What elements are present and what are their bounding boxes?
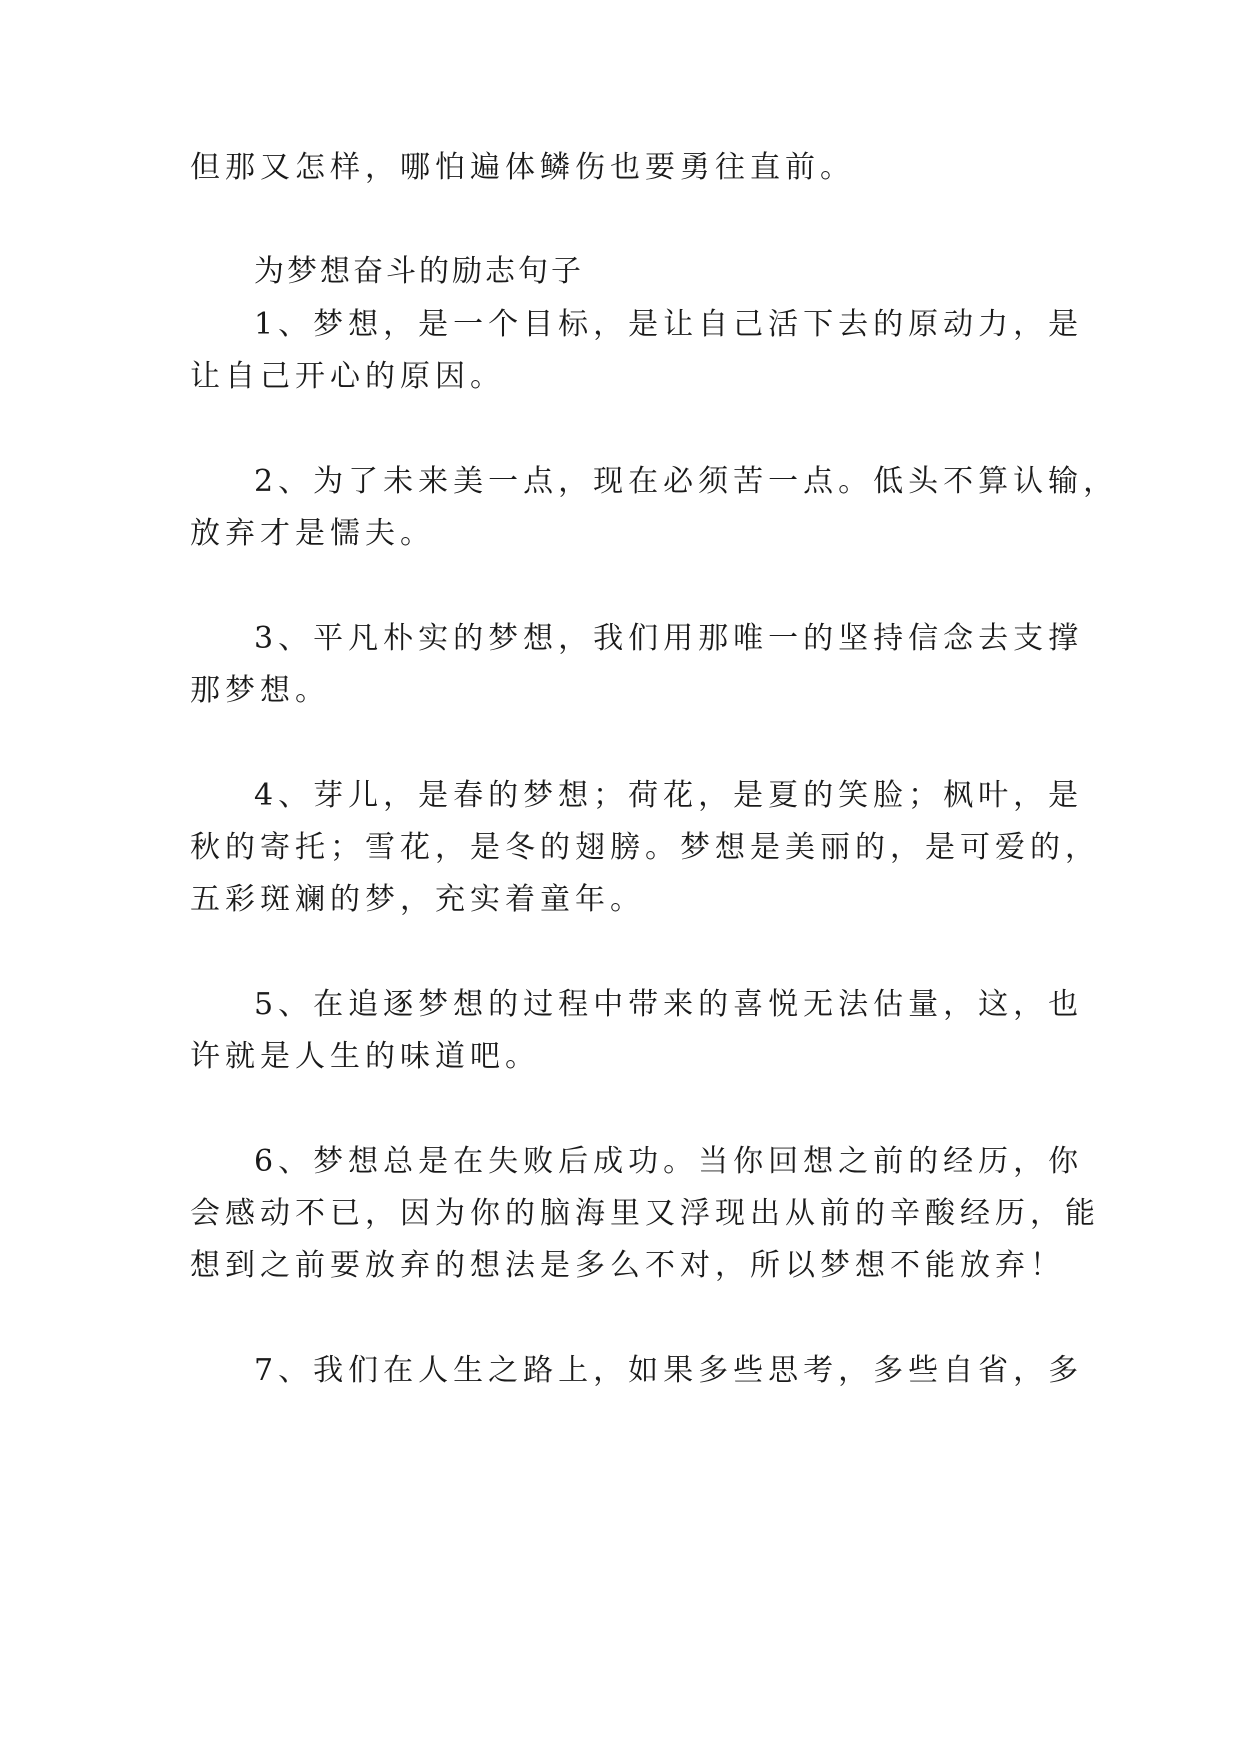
paragraph-line: 放弃才是懦夫。 (190, 516, 435, 551)
paragraph-line: 想到之前要放弃的想法是多么不对，所以梦想不能放弃！ (190, 1248, 1065, 1283)
paragraph-line: 1、梦想，是一个目标，是让自己活下去的原动力，是 (254, 307, 1084, 342)
paragraph-line: 6、梦想总是在失败后成功。当你回想之前的经历，你 (254, 1144, 1084, 1179)
paragraph-line: 4、芽儿，是春的梦想；荷花，是夏的笑脸；枫叶，是 (254, 778, 1084, 813)
paragraph-line: 五彩斑斓的梦，充实着童年。 (190, 882, 645, 917)
section-title: 为梦想奋斗的励志句子 (254, 254, 584, 289)
paragraph-line: 5、在追逐梦想的过程中带来的喜悦无法估量，这，也 (254, 987, 1084, 1022)
paragraph-line: 会感动不已，因为你的脑海里又浮现出从前的辛酸经历，能 (190, 1196, 1100, 1231)
paragraph-line: 许就是人生的味道吧。 (190, 1039, 540, 1074)
paragraph-line: 秋的寄托；雪花，是冬的翅膀。梦想是美丽的，是可爱的， (190, 830, 1100, 865)
paragraph-line: 那梦想。 (190, 673, 330, 708)
paragraph-line: 7、我们在人生之路上，如果多些思考，多些自省，多 (254, 1353, 1084, 1388)
opening-line: 但那又怎样，哪怕遍体鳞伤也要勇往直前。 (190, 150, 855, 185)
paragraph-line: 3、平凡朴实的梦想，我们用那唯一的坚持信念去支撑 (254, 621, 1084, 656)
paragraph-line: 让自己开心的原因。 (190, 359, 505, 394)
paragraph-line: 2、为了未来美一点，现在必须苦一点。低头不算认输， (254, 464, 1119, 499)
